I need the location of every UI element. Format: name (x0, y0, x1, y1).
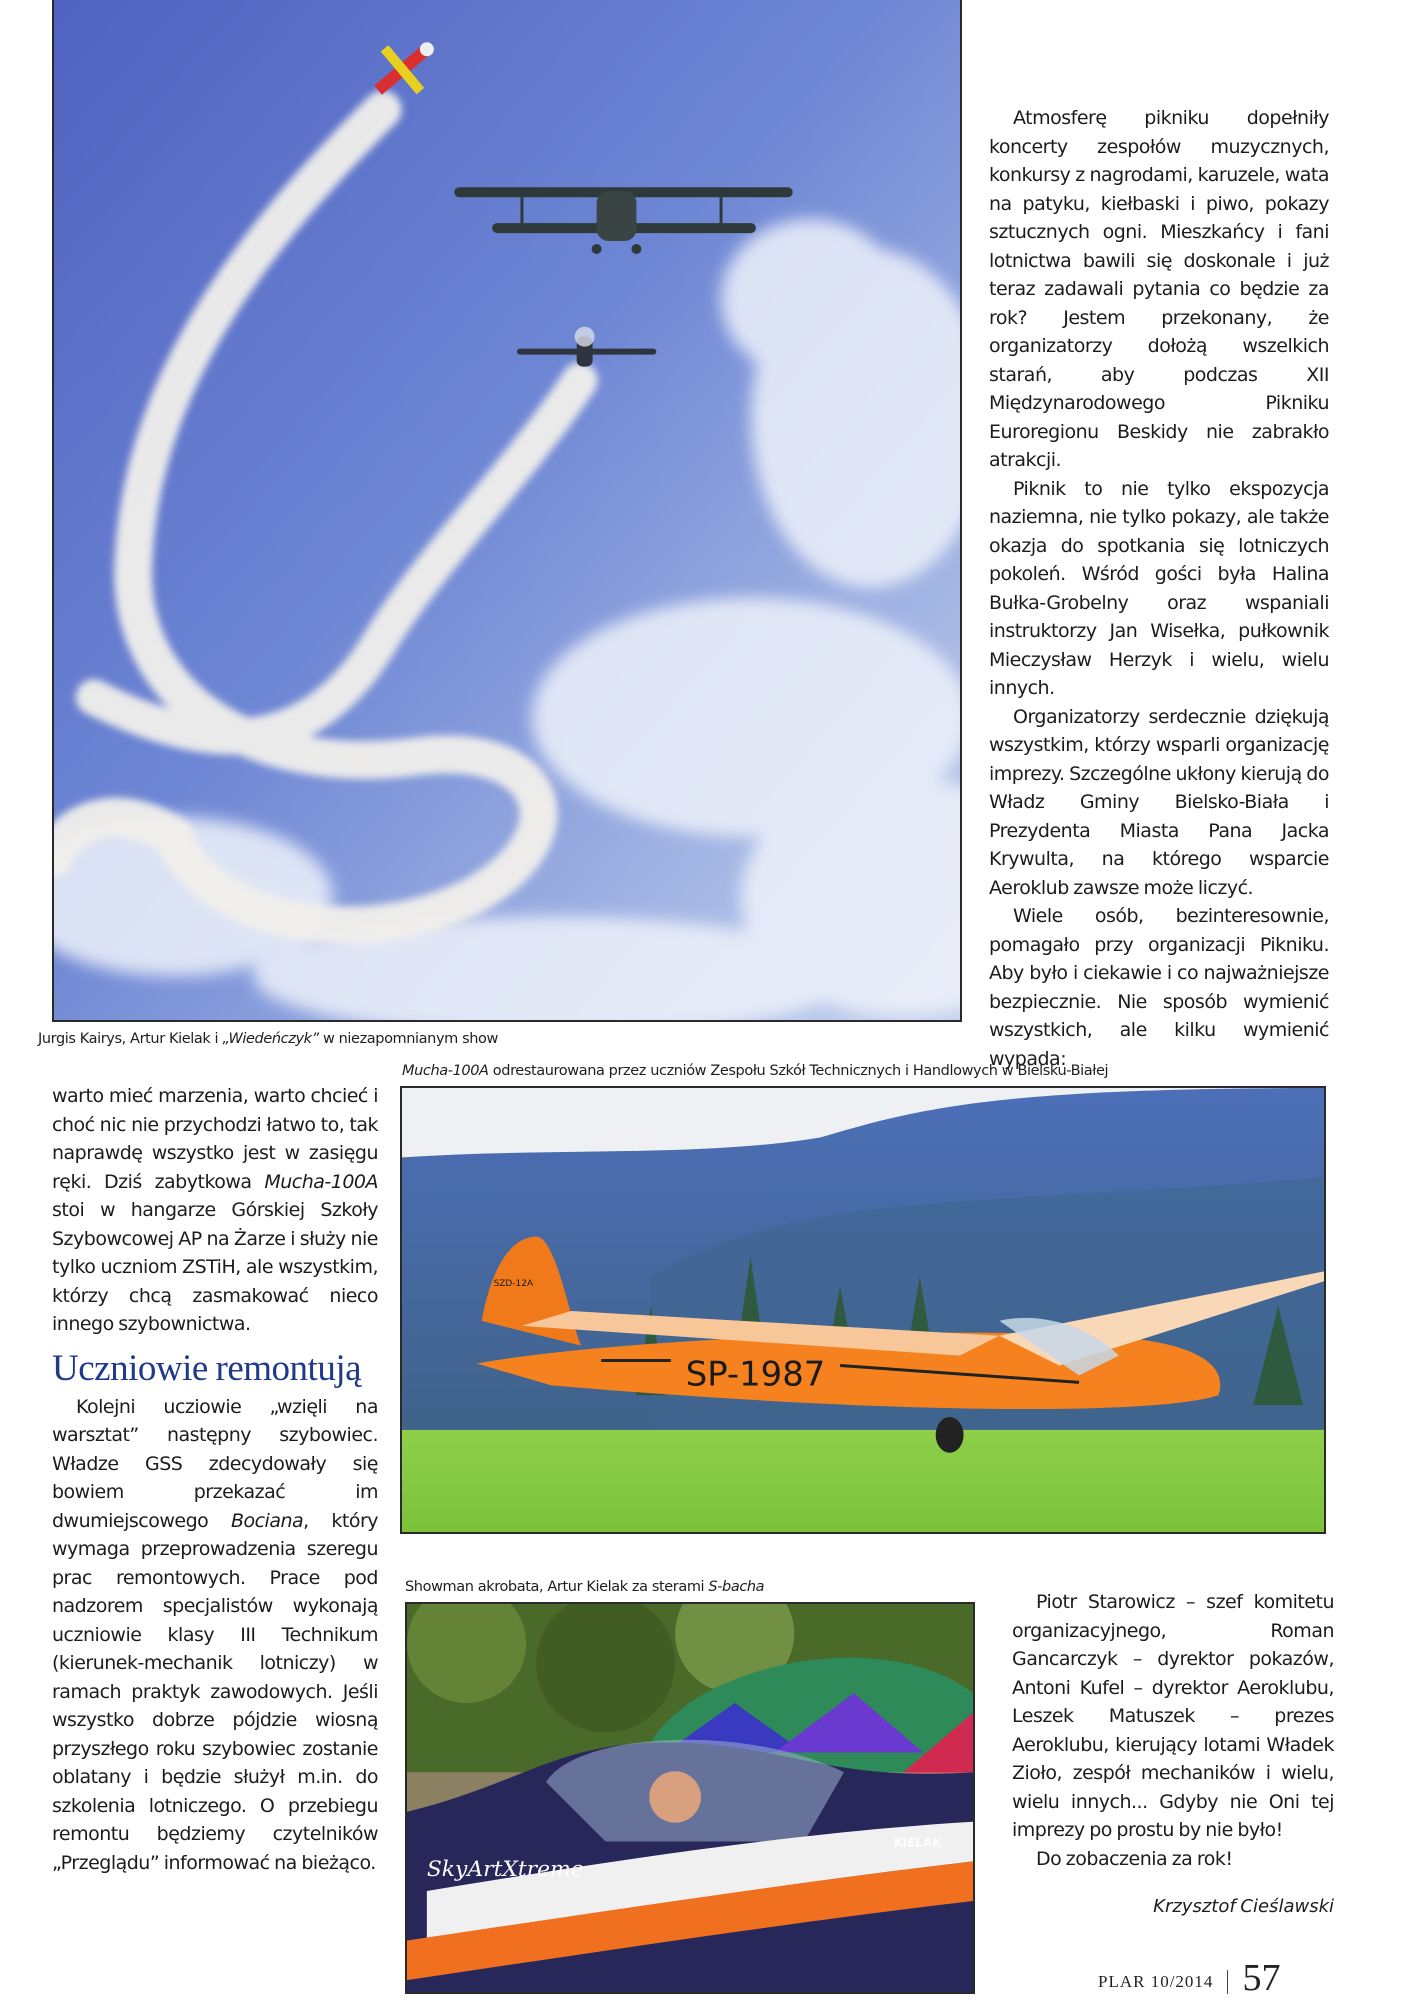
aerobatic-photo-illustration (54, 0, 960, 1020)
page-footer (1098, 1957, 1281, 1999)
author-signature: Krzysztof Cieślawski (1153, 1896, 1334, 1917)
article-column-right-bottom (1012, 1588, 1334, 1919)
section-heading: Uczniowie remontują (52, 1347, 362, 1389)
text: Kolejni ucziowie „wzięli na warsztat” następny szybowiec. Władze GSS zdecydowały się bowiem przekazać im dwumiejscowego (52, 1395, 378, 1532)
article-column-left (52, 1082, 378, 1877)
photo-caption-top (38, 1030, 498, 1048)
paragraph-continuation (52, 1082, 378, 1339)
paragraph: Atmosferę pikniku dopełniły koncerty zespołów muzycznych, konkursy z nagrodami, karuzele, wata na patyku, kiełbaski i piwo, pokazy sztucznych ogni. Mieszkańcy i fani lotnictwa bawili się doskonale i już teraz zadawali pytania co będzie za rok? Jestem przekonany, że organizatorzy dołożą wszelkich starań, aby podczas XII Międzynarodowego Pikniku Euroregionu Beskidy nie zabrakło atrakcji. (989, 107, 1329, 471)
caption-italic: Mucha-100A (402, 1063, 489, 1079)
page-number: 57 (1242, 1957, 1281, 1999)
livery-text: SkyArtXtreme (426, 1857, 584, 1883)
caption-text: odrestaurowana przez uczniów Zespołu Szkół Technicznych i Handlowych w Bielsku-Białej (488, 1063, 1109, 1079)
caption-text: w niezapomnianym show (318, 1031, 498, 1047)
text-italic: Mucha-100A (264, 1170, 378, 1193)
paragraph: Organizatorzy serdecznie dziękują wszystkim, którzy wsparli organizację imprezy. Szczególne ukłony kierują do Władz Gminy Bielsko-Biała i Prezydenta Miasta Pana Jacka Krywulta, na którego wsparcie Aeroklub zawsze może liczyć. (989, 705, 1329, 899)
text-italic: Bociana (230, 1509, 304, 1532)
footer-divider (1227, 1970, 1228, 1994)
paragraph: Do zobaczenia za rok! (1036, 1847, 1233, 1870)
caption-italic: „Wiedeńczyk” (222, 1031, 319, 1047)
glider-tail-marking: SZD-12A (493, 1279, 534, 1290)
text: warto mieć marzenia, warto chcieć i choć nic nie przychodzi łatwo to, tak naprawdę wszystko jest w zasięgu ręki. Dziś zabytkowa (52, 1085, 378, 1193)
photo-caption-sbach (405, 1578, 764, 1596)
caption-italic: S-bacha (708, 1579, 765, 1595)
caption-text: Jurgis Kairys, Artur Kielak i (38, 1031, 223, 1047)
glider-photo-illustration (402, 1088, 1324, 1532)
text: , który wymaga przeprowadzenia szeregu prac remontowych. Prace pod nadzorem specjalistów wykonają uczniowie klasy III Technikum (kierunek-mechanik lotniczy) w ramach praktyk zawodowych. Jeśli wszystko dobrze pójdzie wiosną przyszłego roku szybowiec zostanie oblatany i będzie służył m.in. do szkolenia lotniczego. O przebiegu remontu będziemy czytelników „Przeglądu” informować na bieżąco. (52, 1509, 379, 1874)
photo-aerobatic-show (52, 0, 962, 1022)
photo-glider-mucha (400, 1086, 1326, 1534)
paragraph (52, 1393, 378, 1878)
sbach-photo-illustration (407, 1604, 973, 1992)
paragraph: Wiele osób, bezinteresownie, pomagało przy organizacji Pikniku. Aby było i ciekawie i co najważniejsze bezpiecznie. Nie sposób wymienić wszystkich, ale kilku wymienić wypada: (989, 905, 1329, 1070)
magazine-issue: PLAR 10/2014 (1098, 1972, 1214, 1991)
glider-registration: SP-1987 (685, 1354, 826, 1394)
paragraph: Piotr Starowicz – szef komitetu organizacyjnego, Roman Gancarczyk – dyrektor pokazów, Antoni Kufel – dyrektor Aeroklubu, Leszek Matuszek – prezes Aeroklubu, kierujący lotami Władek Zioło, zespół mechaników i wielu, wielu innych... Gdyby nie Oni tej imprezy po prostu by nie było! (1012, 1591, 1334, 1841)
photo-caption-glider (402, 1062, 1108, 1080)
article-column-right-top (989, 104, 1329, 1073)
caption-text: Showman akrobata, Artur Kielak za sterami (405, 1579, 709, 1595)
brand-text: KIELAK (893, 1835, 942, 1850)
text: stoi w hangarze Górskiej Szkoły Szybowcowej AP na Żarze i służy nie tylko uczniom ZSTiH, ale wszystkim, którzy chcą zasmakować nieco innego szybownictwa. (52, 1199, 378, 1335)
paragraph: Piknik to nie tylko ekspozycja naziemna, nie tylko pokazy, ale także okazja do spotkania się lotniczych pokoleń. Wśród gości była Halina Bułka-Grobelny oraz wspaniali instruktorzy Jan Wisełka, pułkownik Mieczysław Herzyk i wielu, wielu innych. (989, 477, 1329, 699)
photo-sbach-cockpit (405, 1602, 975, 1994)
